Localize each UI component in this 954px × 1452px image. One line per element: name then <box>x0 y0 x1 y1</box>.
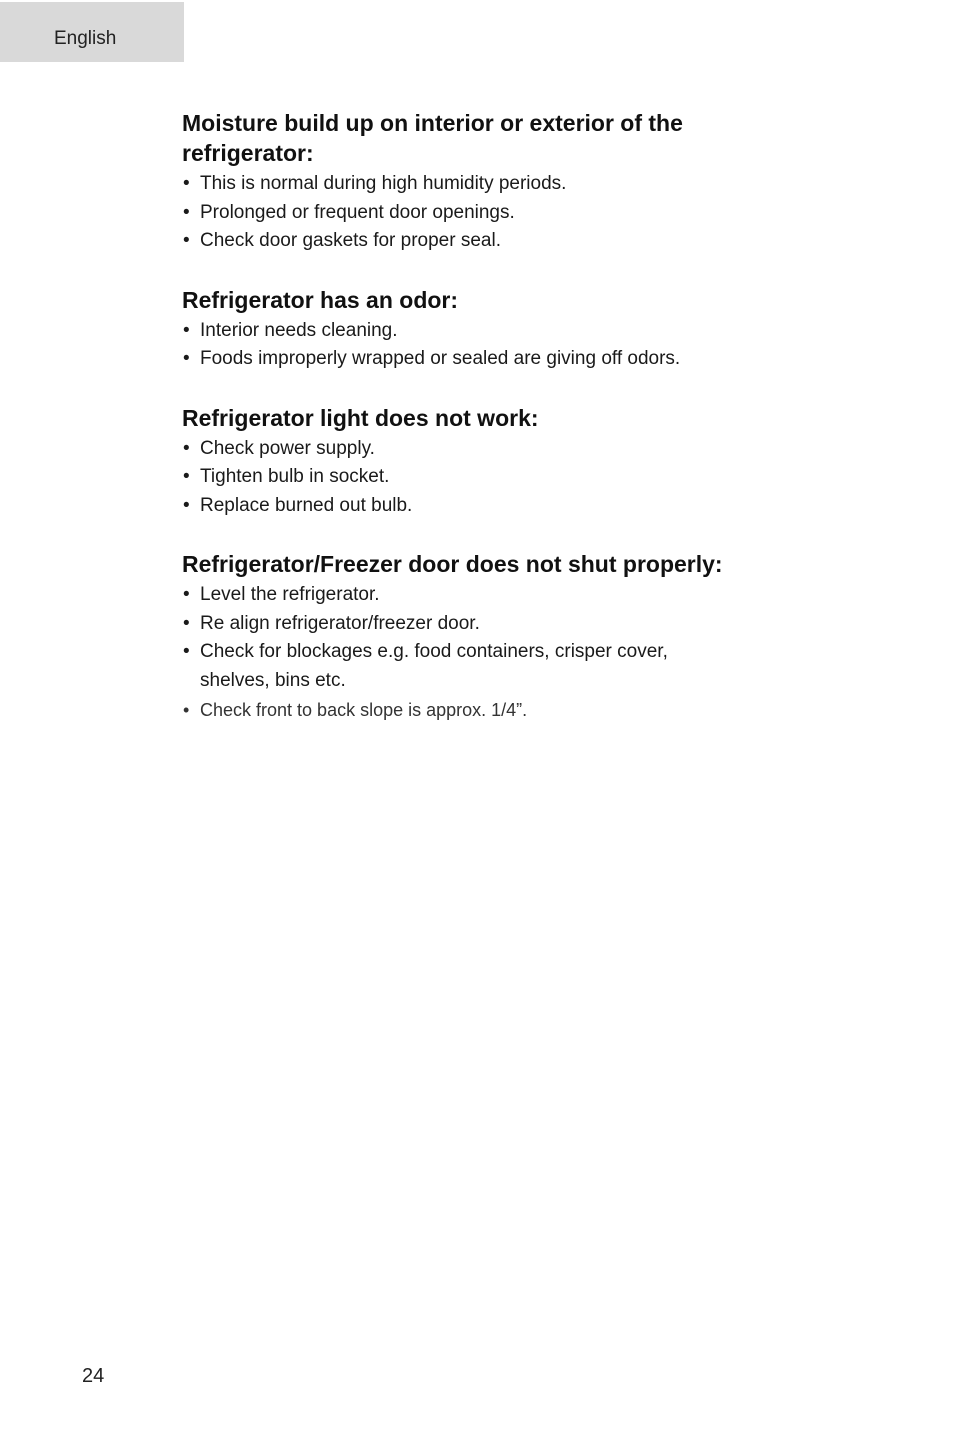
bullet-list <box>182 581 882 725</box>
list-item: • Check front to back slope is approx. 1/4”. <box>182 695 882 725</box>
list-item: • Check door gaskets for proper seal. <box>182 227 882 256</box>
section-heading: Moisture build up on interior or exterior of the refrigerator: <box>182 110 683 166</box>
list-item: • Prolonged or frequent door openings. <box>182 199 882 228</box>
list-item: • Foods improperly wrapped or sealed are giving off odors. <box>182 345 882 374</box>
list-item: • Check power supply. <box>182 435 882 464</box>
bullet-icon: • <box>183 173 190 194</box>
language-tab <box>0 2 184 62</box>
bullet-icon: • <box>183 201 190 223</box>
bullet-list <box>182 435 882 521</box>
bullet-icon: • <box>183 494 190 516</box>
bullet-icon: • <box>183 612 190 634</box>
section-heading: Refrigerator/Freezer door does not shut properly: <box>182 551 723 577</box>
section-door <box>182 549 882 725</box>
list-item: • Re align refrigerator/freezer door. <box>182 610 882 639</box>
list-item: • Check for blockages e.g. food containers, crisper cover, shelves, bins etc. <box>182 638 882 695</box>
list-item: • Interior needs cleaning. <box>182 317 882 346</box>
bullet-icon: • <box>183 466 190 487</box>
list-item: • Replace burned out bulb. <box>182 492 882 521</box>
list-item: • This is normal during high humidity periods. <box>182 170 882 199</box>
section-heading: Refrigerator light does not work: <box>182 404 539 431</box>
section-heading: Refrigerator has an odor: <box>182 286 459 313</box>
bullet-list <box>182 170 882 256</box>
bullet-list <box>182 317 882 374</box>
language-label: English <box>54 28 117 49</box>
list-item: • Level the refrigerator. <box>182 581 882 610</box>
bullet-icon: • <box>183 348 190 369</box>
page-number: 24 <box>82 1365 105 1387</box>
section-light <box>182 403 882 521</box>
bullet-icon: • <box>183 319 190 341</box>
bullet-icon: • <box>183 230 190 251</box>
bullet-icon: • <box>183 641 190 662</box>
bullet-icon: • <box>183 700 190 720</box>
section-moisture <box>182 108 882 256</box>
list-item: • Tighten bulb in socket. <box>182 463 882 492</box>
bullet-icon: • <box>183 584 190 605</box>
troubleshooting-content <box>182 108 882 754</box>
bullet-icon: • <box>183 437 190 459</box>
section-odor <box>182 285 882 374</box>
